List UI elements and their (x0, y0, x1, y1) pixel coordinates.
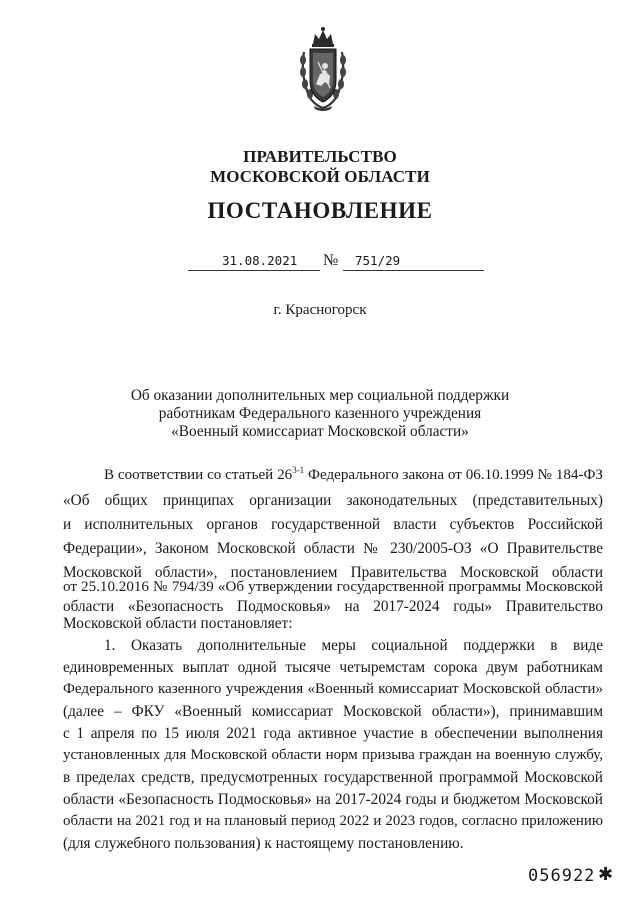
subject-line: «Военный комиссариат Московской области» (171, 423, 469, 440)
body-text: В соответствии со статьей 26 (104, 467, 293, 483)
body-line: единовременных выплат одной тысяче четыремстам сорока двум работникам (63, 659, 603, 676)
government-title-line1: ПРАВИТЕЛЬСТВО (243, 147, 397, 166)
body-line: (для служебного пользования) к настоящему постановлению. (63, 835, 464, 852)
body-line: и исполнительных органов государственной власти субъектов Российской (63, 516, 603, 533)
body-text: Федерального закона от 06.10.1999 № 184-ФЗ (304, 467, 603, 483)
city-line: г. Красногорск (273, 302, 367, 318)
body-line: установленных для Московской области норм призыва граждан на военную службу, (63, 747, 603, 763)
government-title-line2: МОСКОВСКОЙ ОБЛАСТИ (210, 167, 430, 186)
document-date: 31.08.2021 (222, 253, 298, 268)
registration-number: 056922 (528, 866, 596, 886)
document-type-title: ПОСТАНОВЛЕНИЕ (207, 198, 433, 223)
body-line: (далее – ФКУ «Военный комиссариат Московской области»), принимавшим (63, 703, 603, 720)
number-field (343, 253, 484, 271)
article-superscript: 3-1 (292, 464, 305, 475)
body-line: Федерации», Законом Московской области № 230/2005-ОЗ «О Правительстве (63, 540, 603, 557)
date-field (188, 253, 320, 271)
body-line: области «Безопасность Подмосковья» на 2017-2024 годы» Правительство (63, 598, 603, 615)
subject-line: Об оказании дополнительных мер социальной поддержки (130, 387, 510, 404)
body-line: от 25.10.2016 № 794/39 «Об утверждении государственной программы Московской (63, 579, 603, 595)
body-line: 1. Оказать дополнительные меры социальной поддержки в виде (104, 637, 603, 654)
body-line: с 1 апреля по 15 июля 2021 года активное участие в обеспечении выполнения (63, 725, 603, 742)
body-line: области на 2021 год и на плановый период 2022 и 2023 годов, согласно приложению (63, 813, 603, 829)
body-line: Федерального казенного учреждения «Военный комиссариат Московской области» (63, 681, 603, 697)
asterisk-icon: ✱ (598, 864, 614, 885)
body-line: Московской области», постановлением Правительства Московской области (63, 564, 603, 581)
body-line: «Об общих принципах организации законодательных (представительных) (63, 492, 603, 509)
number-sign: № (323, 252, 339, 269)
coat-of-arms-emblem (296, 22, 350, 112)
document-number: 751/29 (355, 253, 401, 268)
body-line (104, 466, 603, 485)
body-line: области «Безопасность Подмосковья» на 2017-2024 годы и бюджетом Московской (63, 791, 603, 808)
subject-line: работникам Федерального казенного учреждения (158, 405, 482, 422)
date-number-line (188, 253, 488, 273)
body-line: Московской области постановляет: (63, 615, 293, 632)
body-line: в пределах средств, предусмотренных государственной программой Московской (63, 769, 603, 786)
